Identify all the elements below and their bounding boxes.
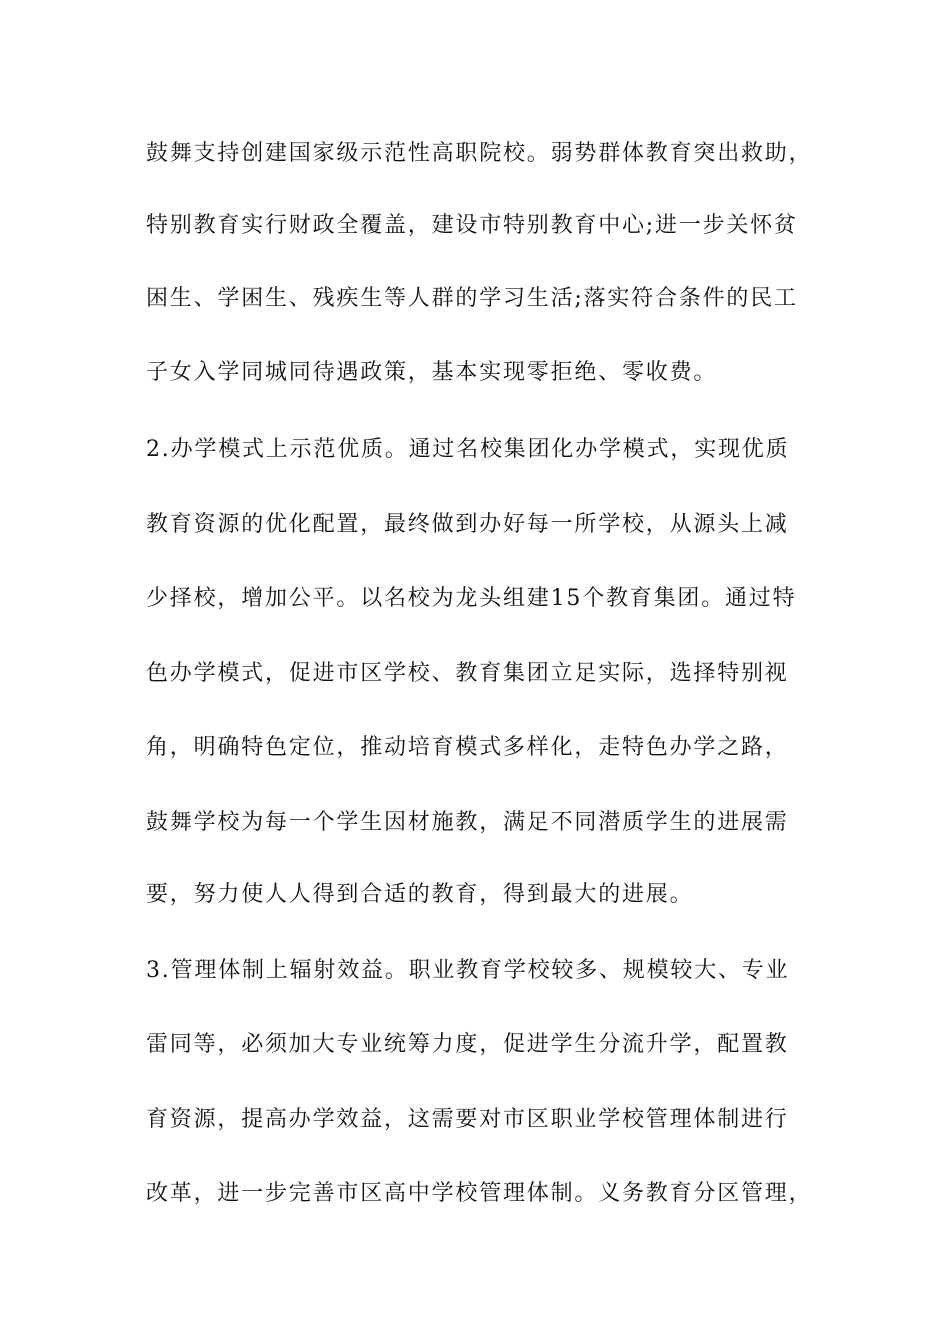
text-line: 鼓舞支持创建国家级示范性高职院校。弱势群体教育突出救助， [146,141,813,166]
text-line: 雷同等，必须加大专业统筹力度，促进学生分流升学，配置教 [146,1032,789,1057]
text-line: 3.管理体制上辐射效益。职业教育学校较多、规模较大、专业 [146,958,790,983]
text-line: 特别教育实行财政全覆盖，建设市特别教育中心;进一步关怀贫 [146,213,798,238]
text-line: 子女入学同城同待遇政策，基本实现零拒绝、零收费。 [146,360,718,385]
text-line: 要，努力使人人得到合适的教育，得到最大的进展。 [146,882,694,907]
text-line: 困生、学困生、残疾生等人群的学习生活;落实符合条件的民工 [146,286,798,311]
text-line: 教育资源的优化配置，最终做到办好每一所学校，从源头上减 [146,512,789,537]
text-line: 鼓舞学校为每一个学生因材施教，满足不同潜质学生的进展需 [146,810,789,835]
text-line: 育资源，提高办学效益，这需要对市区职业学校管理体制进行 [146,1107,789,1132]
text-line: 色办学模式，促进市区学校、教育集团立足实际，选择特别视 [146,661,789,686]
text-line: 少择校，增加公平。以名校为龙头组建15个教育集团。通过特 [146,586,797,611]
text-line: 2.办学模式上示范优质。通过名校集团化办学模式，实现优质 [146,437,790,462]
text-line: 改革，进一步完善市区高中学校管理体制。义务教育分区管理， [146,1181,813,1206]
text-line: 角，明确特色定位，推动培育模式多样化，走特色办学之路， [146,735,789,760]
